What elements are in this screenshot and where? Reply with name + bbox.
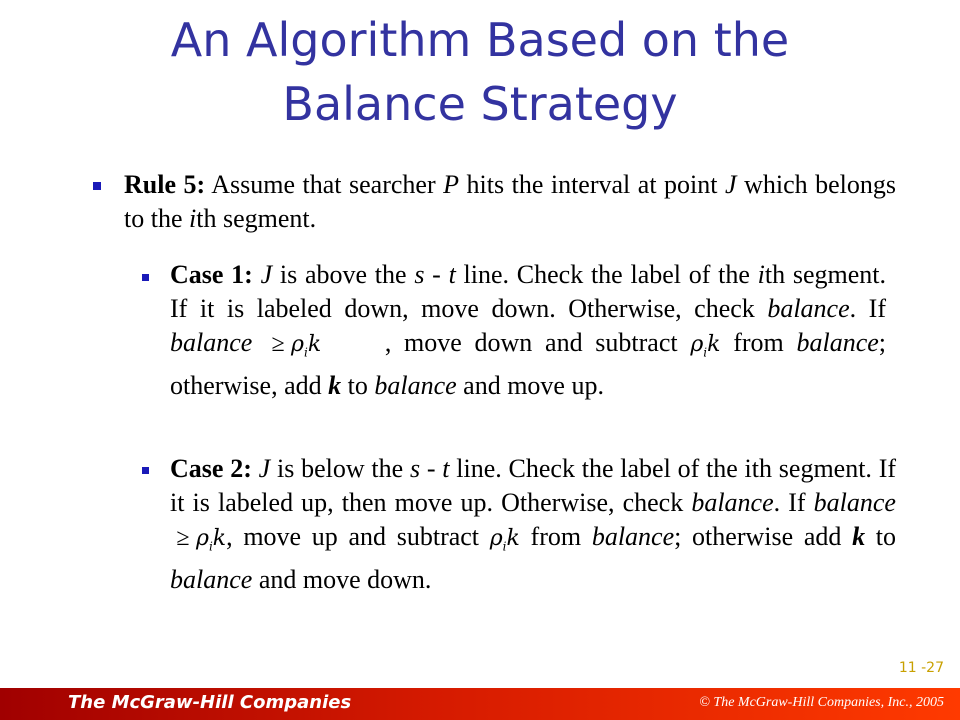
slide-title	[0, 8, 960, 136]
geq-symbol: ≥	[176, 525, 190, 551]
rule5-paragraph: Rule 5: Assume that searcher P hits the interval at point J which belongs to the ith segment.	[124, 170, 896, 233]
rho-i-k-expression: $\rho_ik$	[291, 332, 322, 360]
case2-label: Case 2:	[170, 454, 252, 483]
rho-i-k-expression: $\rho_ik$	[489, 526, 520, 554]
footer-bar	[0, 688, 960, 720]
mcgraw-hill-logo: The McGraw-Hill Companies	[68, 692, 352, 713]
case1-label: Case 1:	[170, 260, 253, 289]
case1-paragraph: Case 1: J is above the s - t line. Check the label of the ith segment. If it is labeled down, move down. Otherwise, check balance. If balance ≥ $\rho_ik$ , move down and subtract $\rho_ik$ from balance; otherwise, add k to balance and move up.	[170, 260, 887, 401]
title-line-1: An Algorithm Based on the	[170, 13, 790, 67]
bullet-case2	[142, 467, 149, 474]
title-line-2: Balance Strategy	[282, 77, 678, 131]
rho-i-k-expression: $\rho_ik$	[690, 332, 721, 360]
rule5-label: Rule 5:	[124, 170, 206, 199]
case2-paragraph: Case 2: J is below the s - t line. Check the label of the ith segment. If it is labeled up, then move up. Otherwise, check balance. If balance ≥ $\rho_ik$, move up and subtract $\rho_ik$ from balance; otherwise add k to balance and move down.	[170, 454, 897, 595]
bullet-rule5	[93, 182, 101, 190]
copyright-text: © The McGraw-Hill Companies, Inc., 2005	[699, 695, 944, 710]
geq-symbol: ≥	[271, 331, 285, 357]
page-number: 11 -27	[898, 660, 944, 676]
bullet-case1	[142, 274, 149, 281]
rho-i-k-expression: $\rho_ik$	[196, 526, 227, 554]
